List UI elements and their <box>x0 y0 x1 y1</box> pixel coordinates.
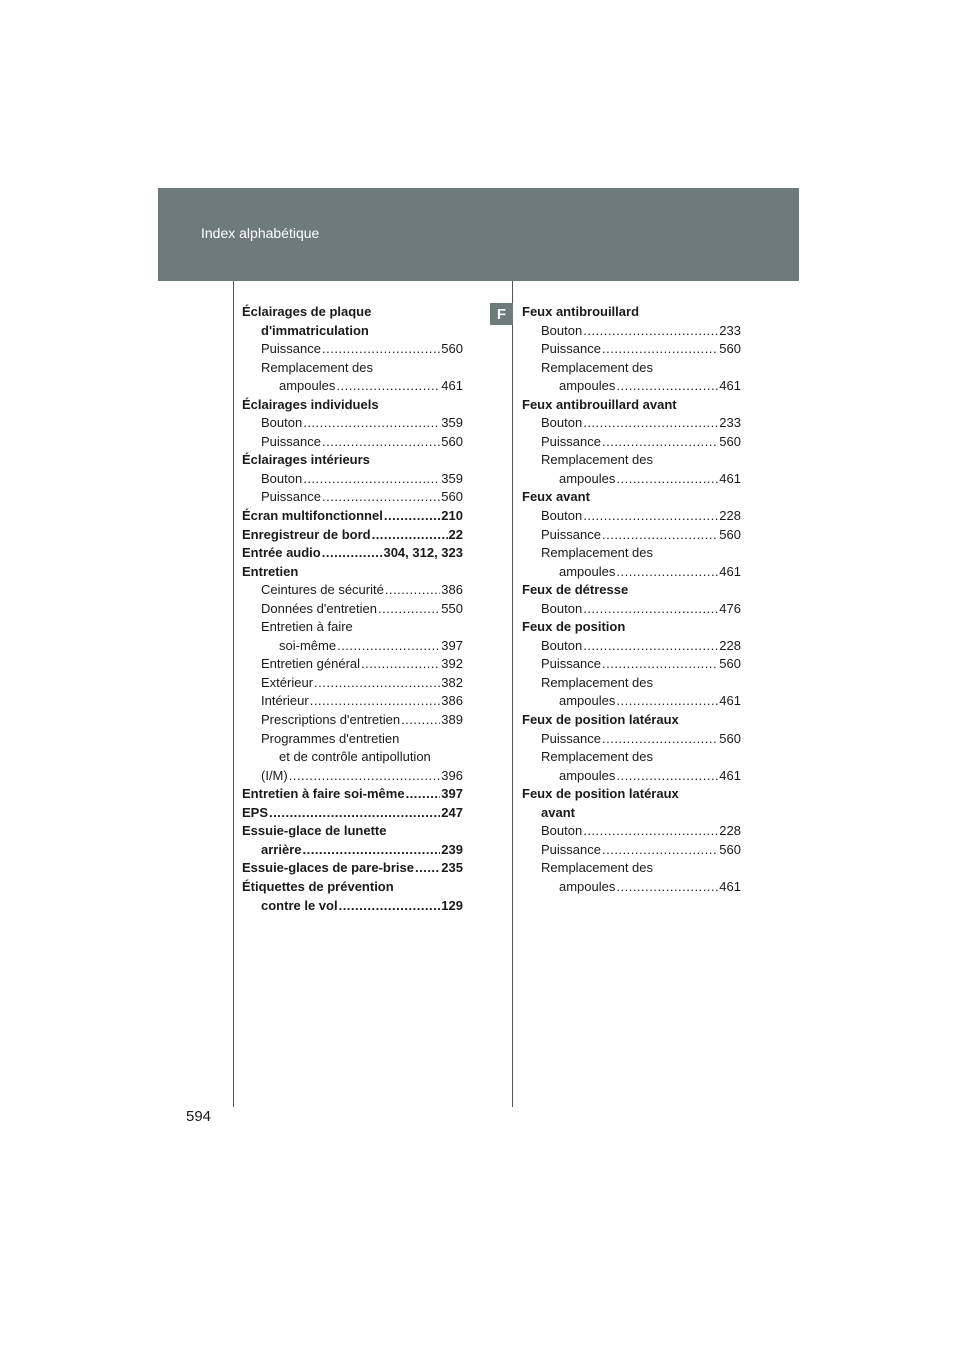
dot-leader <box>602 655 718 674</box>
index-entry-page: 359 <box>441 415 463 431</box>
index-entry-page: 228 <box>719 637 741 653</box>
dot-leader <box>406 785 441 804</box>
index-entry-page: 233 <box>719 415 741 431</box>
index-entry <box>242 396 463 415</box>
index-entry-term: ampoules <box>279 378 336 394</box>
index-entry-term: Entretien général <box>261 656 361 672</box>
index-entry <box>522 359 741 378</box>
dot-leader <box>602 433 718 452</box>
dot-leader <box>602 526 718 545</box>
index-entry-page: 560 <box>441 433 463 449</box>
index-entry-term: contre le vol <box>261 897 338 913</box>
dot-leader <box>322 433 440 452</box>
index-entry <box>242 377 463 396</box>
index-entry <box>522 526 741 545</box>
index-entry <box>522 303 741 322</box>
index-entry-term: EPS <box>242 804 269 820</box>
index-entry <box>522 544 741 563</box>
dot-leader <box>336 377 440 396</box>
index-entry-term: Feux de détresse <box>522 582 629 598</box>
index-entry-term: Bouton <box>541 415 583 431</box>
index-entry <box>242 470 463 489</box>
index-entry <box>242 692 463 711</box>
index-entry-page: 461 <box>719 470 741 486</box>
dot-leader <box>361 655 440 674</box>
index-entry-term: Données d'entretien <box>261 600 377 616</box>
index-entry <box>522 674 741 693</box>
index-entry <box>522 563 741 582</box>
index-entry-page: 461 <box>719 378 741 394</box>
index-entry <box>242 544 463 563</box>
index-entry-term: Bouton <box>261 470 303 486</box>
header-band <box>158 188 799 281</box>
index-entry <box>242 804 463 823</box>
index-entry-page: 386 <box>441 582 463 598</box>
index-entry-page: 461 <box>719 693 741 709</box>
index-entry-term: arrière <box>261 841 302 857</box>
index-entry <box>242 711 463 730</box>
index-entry <box>522 414 741 433</box>
index-entry <box>242 526 463 545</box>
index-entry-term: Remplacement des <box>541 860 653 876</box>
index-entry-term: Essuie-glace de lunette <box>242 823 387 839</box>
index-entry <box>522 377 741 396</box>
index-entry-term: Puissance <box>541 656 601 672</box>
dot-leader <box>289 767 441 786</box>
index-entry-page: 560 <box>719 341 741 357</box>
index-entry-page: 397 <box>441 637 463 653</box>
index-entry-page: 560 <box>441 489 463 505</box>
dot-leader <box>322 488 440 507</box>
index-entry <box>522 451 741 470</box>
index-entry-term: Feux avant <box>522 489 590 505</box>
index-entry-term: Extérieur <box>261 674 314 690</box>
dot-leader <box>302 841 440 860</box>
index-entry-term: Éclairages individuels <box>242 396 379 412</box>
index-entry-page: 235 <box>441 860 463 876</box>
dot-leader <box>616 563 718 582</box>
index-entry-term: et de contrôle antipollution <box>279 749 431 765</box>
index-entry <box>242 322 463 341</box>
index-entry <box>242 581 463 600</box>
index-entry-term: ampoules <box>559 378 616 394</box>
column-divider-rule <box>512 281 513 1107</box>
index-entry-term: Remplacement des <box>261 359 373 375</box>
index-entry <box>522 322 741 341</box>
index-entry-page: 560 <box>719 730 741 746</box>
dot-leader <box>602 730 718 749</box>
index-entry <box>242 822 463 841</box>
index-entry-term: ampoules <box>559 693 616 709</box>
index-entry <box>242 859 463 878</box>
index-entry-term: Remplacement des <box>541 674 653 690</box>
dot-leader <box>337 637 440 656</box>
index-entry-term: (I/M) <box>261 767 288 783</box>
index-entry-term: d'immatriculation <box>261 322 369 338</box>
index-entry-term: Bouton <box>261 415 303 431</box>
index-entry-term: Puissance <box>541 526 601 542</box>
index-entry <box>522 859 741 878</box>
index-entry-page: 461 <box>441 378 463 394</box>
index-entry-page: 560 <box>719 526 741 542</box>
index-entry <box>242 785 463 804</box>
index-entry-term: Feux antibrouillard <box>522 304 640 319</box>
index-entry <box>522 748 741 767</box>
index-entry <box>242 897 463 916</box>
index-entry-term: Enregistreur de bord <box>242 526 371 542</box>
index-entry-term: Remplacement des <box>541 452 653 468</box>
dot-leader <box>616 470 718 489</box>
index-entry-term: Puissance <box>541 341 601 357</box>
index-entry-page: 382 <box>441 674 463 690</box>
dot-leader <box>384 507 440 526</box>
dot-leader <box>401 711 440 730</box>
index-entry <box>242 563 463 582</box>
dot-leader <box>616 692 718 711</box>
dot-leader <box>583 637 718 656</box>
index-entry <box>522 655 741 674</box>
index-entry <box>242 767 463 786</box>
index-entry-page: 560 <box>719 841 741 857</box>
index-entry-term: Essuie-glaces de pare-brise <box>242 860 414 876</box>
index-entry <box>522 396 741 415</box>
index-entry-term: Entretien à faire soi-même <box>242 786 405 802</box>
index-entry-term: Étiquettes de prévention <box>242 878 394 894</box>
index-entry-page: 228 <box>719 508 741 524</box>
index-entry-page: 550 <box>441 600 463 616</box>
index-entry-page: 386 <box>441 693 463 709</box>
index-entry <box>242 507 463 526</box>
dot-leader <box>310 692 441 711</box>
index-entry <box>242 359 463 378</box>
dot-leader <box>322 340 440 359</box>
index-entry <box>242 637 463 656</box>
index-entry-term: Remplacement des <box>541 749 653 765</box>
index-entry <box>522 767 741 786</box>
dot-leader <box>303 414 440 433</box>
index-entry <box>242 730 463 749</box>
index-entry-term: Entrée audio <box>242 545 321 561</box>
index-entry-page: 210 <box>441 508 463 524</box>
index-entry-term: Prescriptions d'entretien <box>261 712 401 728</box>
index-entry <box>242 414 463 433</box>
index-entry-page: 389 <box>441 712 463 728</box>
dot-leader <box>616 878 718 897</box>
index-entry-term: Programmes d'entretien <box>261 730 400 746</box>
index-entry-term: Bouton <box>541 322 583 338</box>
dot-leader <box>602 841 718 860</box>
index-entry <box>242 600 463 619</box>
index-column-left <box>242 303 463 915</box>
index-entry-term: ampoules <box>559 470 616 486</box>
index-entry-term: Puissance <box>541 841 601 857</box>
index-entry-term: Écran multifonctionnel <box>242 508 383 524</box>
index-entry <box>522 730 741 749</box>
index-entry <box>522 618 741 637</box>
index-entry <box>522 841 741 860</box>
index-entry <box>522 637 741 656</box>
dot-leader <box>372 526 448 545</box>
header-title: Index alphabétique <box>201 225 320 241</box>
index-entry-term: Éclairages intérieurs <box>242 452 370 468</box>
section-letter-tab: F <box>490 303 513 325</box>
index-entry-page: 461 <box>719 878 741 894</box>
index-entry-page: 22 <box>448 526 463 542</box>
index-entry-page: 304, 312, 323 <box>383 545 463 561</box>
dot-leader <box>415 859 440 878</box>
index-entry-term: Feux de position latéraux <box>522 712 679 728</box>
dot-leader <box>583 322 718 341</box>
index-entry-term: Puissance <box>541 730 601 746</box>
dot-leader <box>583 414 718 433</box>
index-entry-term: Intérieur <box>261 693 309 709</box>
index-entry <box>242 841 463 860</box>
index-entry-term: Bouton <box>541 508 583 524</box>
index-entry-term: Bouton <box>541 600 583 616</box>
index-entry-page: 560 <box>441 341 463 357</box>
index-entry <box>242 451 463 470</box>
index-entry-term: Feux de position <box>522 619 626 635</box>
dot-leader <box>583 822 718 841</box>
index-entry-term: soi-même <box>279 637 337 653</box>
index-entry-term: Puissance <box>261 489 321 505</box>
index-entry-page: 560 <box>719 433 741 449</box>
dot-leader <box>339 897 441 916</box>
index-entry <box>242 655 463 674</box>
index-entry <box>522 470 741 489</box>
index-entry <box>242 340 463 359</box>
left-margin-rule <box>233 281 234 1107</box>
index-entry-term: Remplacement des <box>541 359 653 375</box>
index-entry-page: 233 <box>719 322 741 338</box>
index-entry-page: 476 <box>719 600 741 616</box>
index-entry-page: 397 <box>441 786 463 802</box>
dot-leader <box>322 544 383 563</box>
index-entry <box>242 674 463 693</box>
index-entry-page: 392 <box>441 656 463 672</box>
index-entry-page: 228 <box>719 823 741 839</box>
index-entry <box>522 488 741 507</box>
dot-leader <box>385 581 440 600</box>
index-entry-page: 239 <box>441 841 463 857</box>
index-entry-page: 560 <box>719 656 741 672</box>
index-entry-term: ampoules <box>559 767 616 783</box>
index-entry-term: Entretien à faire <box>261 619 353 635</box>
index-entry <box>242 303 463 322</box>
index-entry-page: 396 <box>441 767 463 783</box>
index-entry-term: ampoules <box>559 878 616 894</box>
index-entry <box>522 340 741 359</box>
index-entry-term: Feux antibrouillard avant <box>522 396 677 412</box>
index-entry-term: Entretien <box>242 563 299 579</box>
index-entry-term: Bouton <box>541 637 583 653</box>
index-entry-term: Remplacement des <box>541 545 653 561</box>
index-entry <box>242 878 463 897</box>
dot-leader <box>303 470 440 489</box>
index-entry <box>522 507 741 526</box>
dot-leader <box>602 340 718 359</box>
dot-leader <box>583 507 718 526</box>
page-number: 594 <box>186 1108 212 1125</box>
index-entry-term: Puissance <box>261 433 321 449</box>
index-entry-term: Puissance <box>261 341 321 357</box>
index-entry <box>242 488 463 507</box>
dot-leader <box>269 804 440 823</box>
index-entry-page: 461 <box>719 563 741 579</box>
index-entry <box>522 711 741 730</box>
dot-leader <box>583 600 718 619</box>
index-entry-term: Éclairages de plaque <box>242 304 372 319</box>
index-entry <box>522 600 741 619</box>
index-entry <box>522 581 741 600</box>
index-entry <box>522 804 741 823</box>
index-entry-term: Ceintures de sécurité <box>261 582 384 598</box>
index-entry-page: 461 <box>719 767 741 783</box>
index-entry <box>242 433 463 452</box>
index-entry-page: 129 <box>441 897 463 913</box>
index-entry <box>522 822 741 841</box>
index-entry <box>522 433 741 452</box>
index-entry <box>522 785 741 804</box>
dot-leader <box>378 600 440 619</box>
dot-leader <box>314 674 440 693</box>
index-entry-term: Bouton <box>541 823 583 839</box>
dot-leader <box>616 377 718 396</box>
index-entry-term: ampoules <box>559 563 616 579</box>
index-entry <box>522 692 741 711</box>
index-entry <box>522 878 741 897</box>
index-entry-page: 247 <box>441 804 463 820</box>
index-column-right <box>522 303 741 897</box>
index-entry-term: Feux de position latéraux <box>522 786 679 802</box>
dot-leader <box>616 767 718 786</box>
index-entry <box>242 618 463 637</box>
index-entry-page: 359 <box>441 470 463 486</box>
index-entry-term: avant <box>541 804 575 820</box>
index-entry <box>242 748 463 767</box>
index-entry-term: Puissance <box>541 433 601 449</box>
